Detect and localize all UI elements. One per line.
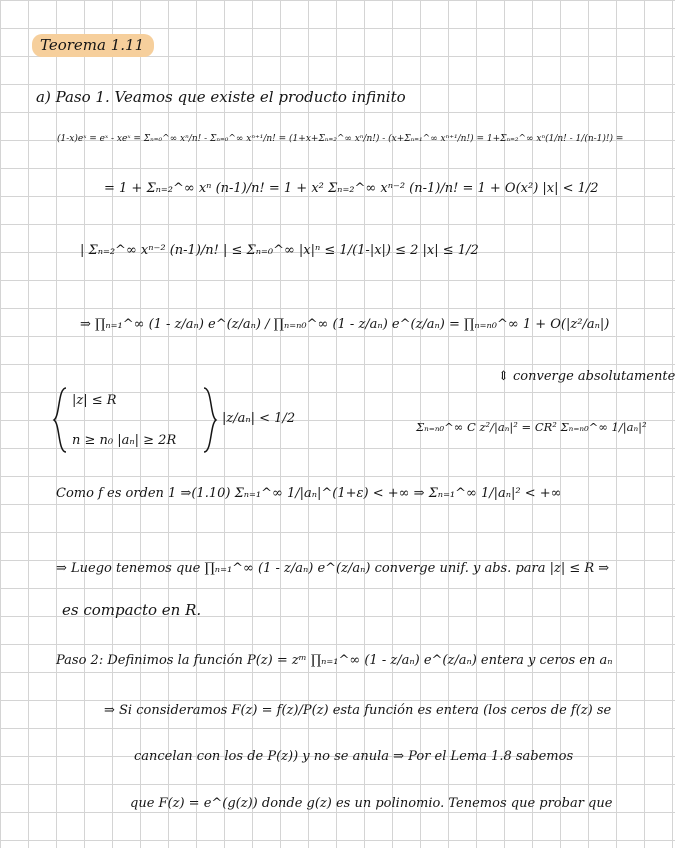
series-estimate-text: Σₙ₌ₙ₀^∞ C z²/|aₙ|² = CR² Σₙ₌ₙ₀^∞ 1/|aₙ|² [416,420,647,434]
exponential-line: que F(z) = e^(g(z)) donde g(z) es un polinomio. Tenemos que probar que [130,796,613,811]
step2-line: Paso 2: Definimos la función P(z) = zᵐ ∏ₙ₌₁^∞ (1 - z/aₙ) e^(z/aₙ) entera y ceros en aₙ [56,653,613,668]
product-ratio-line: ⇒ ∏ₙ₌₁^∞ (1 - z/aₙ) e^(z/aₙ) / ∏ₙ₌ₙ₀^∞ (1 - z/aₙ) e^(z/aₙ) = ∏ₙ₌ₙ₀^∞ 1 + O(|z²/aₙ|) [80,317,610,332]
right-brace-icon [200,386,218,454]
cancel-line: cancelan con los de P(z)) y no se anula ⇒ Por el Lema 1.8 sabemos [134,749,574,764]
series-estimate-visible [416,418,647,436]
uniform-convergence-line: ⇒ Luego tenemos que ∏ₙ₌₁^∞ (1 - z/aₙ) e^(z/aₙ) converge unif. y abs. para |z| ≤ R ⇒ [56,561,610,576]
converges-absolutely-note: ⇕ converge absolutamente [498,369,675,384]
left-brace-icon [52,386,70,454]
ratio-bound: |z/aₙ| < 1/2 [222,411,296,426]
bound-line: | Σₙ₌₂^∞ xⁿ⁻² (n-1)/n! | ≤ Σₙ₌₀^∞ |x|ⁿ ≤ 1/(1-|x|) ≤ 2 |x| ≤ 1/2 [80,243,479,258]
order-one-line: Como f es orden 1 ⇒(1.10) Σₙ₌₁^∞ 1/|aₙ|^(1+ε) < +∞ ⇒ Σₙ₌₁^∞ 1/|aₙ|² < +∞ [56,486,562,501]
expansion-result-line: = 1 + Σₙ₌₂^∞ xⁿ (n-1)/n! = 1 + x² Σₙ₌₂^∞ xⁿ⁻² (n-1)/n! = 1 + O(x²) |x| < 1/2 [104,181,599,196]
condition-index: n ≥ n₀ |aₙ| ≥ 2R [72,433,177,448]
quotient-line: ⇒ Si consideramos F(z) = f(z)/P(z) esta función es entera (los ceros de f(z) se [104,703,612,718]
condition-radius: |z| ≤ R [72,393,117,408]
step1-heading: a) Paso 1. Veamos que existe el producto infinito [36,88,406,106]
theorem-title: Teorema 1.11 [32,34,154,57]
expansion-line: (1-x)eˣ = eˣ - xeˣ = Σₙ₌₀^∞ xⁿ/n! - Σₙ₌₀^∞ xⁿ⁺¹/n! = (1+x+Σₙ₌₂^∞ xⁿ/n!) - (x+Σₙ₌₁^∞ xⁿ⁺¹/n!) = 1+Σₙ₌₂^∞ xⁿ(1/n! - 1/(n-1)!) = [57,134,624,144]
compact-line: es compacto en R. [62,601,202,619]
